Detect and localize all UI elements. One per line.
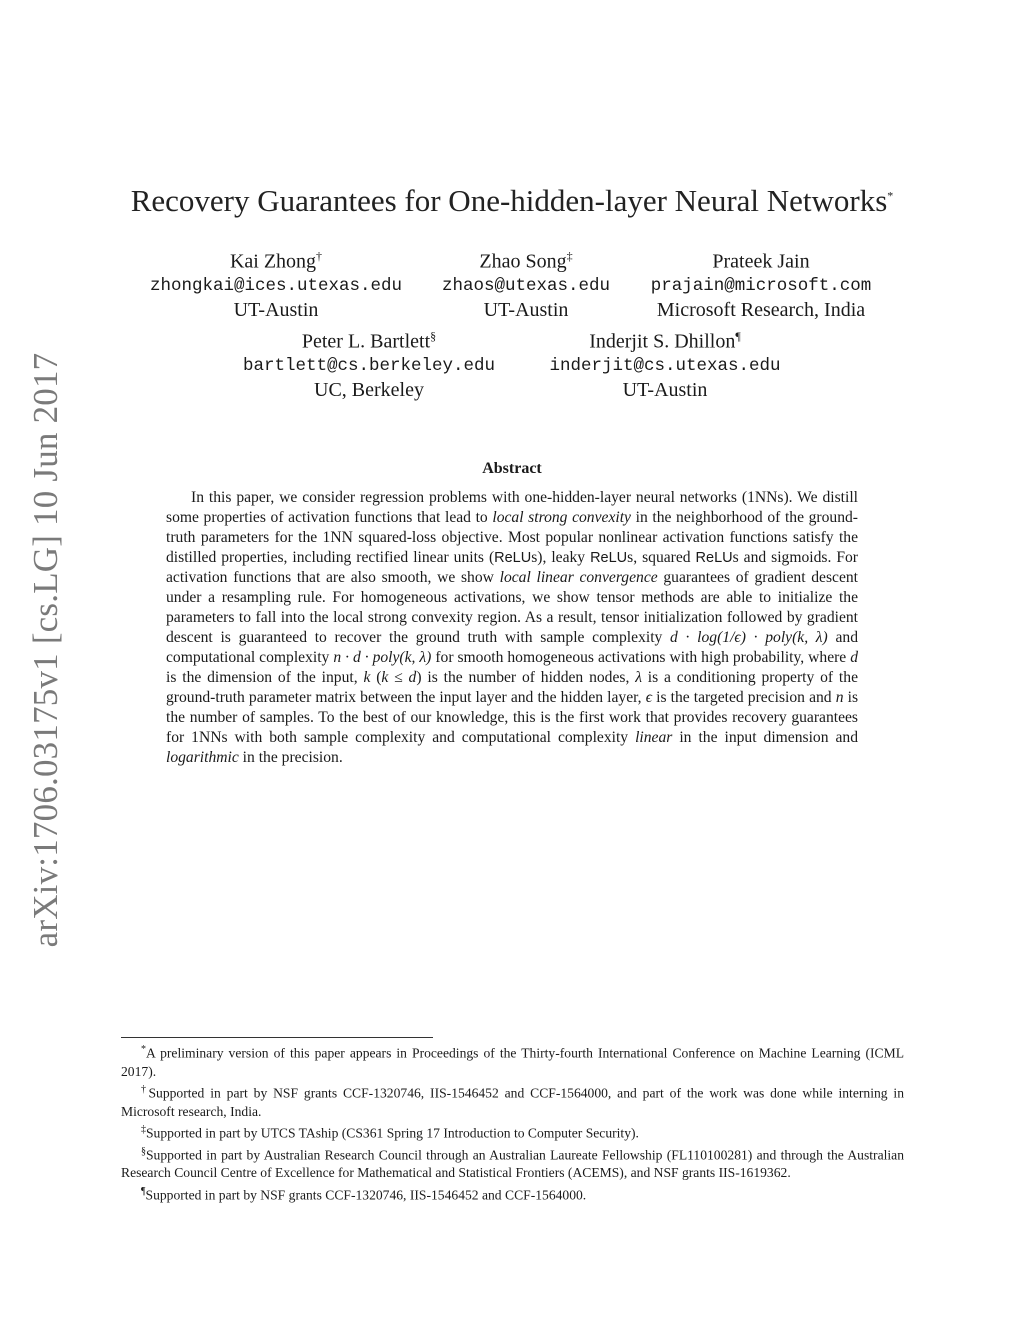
emphasis: linear	[635, 729, 673, 746]
math-variable: d	[850, 649, 858, 666]
footnote: ‡Supported in part by UTCS TAship (CS361 Spring 17 Introduction to Computer Security).	[141, 1123, 639, 1141]
author-affiliation: UT-Austin	[233, 298, 319, 321]
title-text: Recovery Guarantees for One-hidden-layer Neural Networks	[130, 183, 888, 218]
footnote: †Supported in part by NSF grants CCF-1320746, IIS-1546452 and CCF-1564000, and part of the work was done while interning in Microsoft research, India.	[121, 1083, 905, 1119]
math-variable: k	[363, 669, 371, 686]
author-email[interactable]: zhongkai@ices.utexas.edu	[149, 275, 403, 296]
author-block	[150, 244, 402, 322]
author-email[interactable]: prajain@microsoft.com	[650, 275, 872, 296]
math-variable: ϵ	[645, 689, 652, 706]
author-name: Peter L. Bartlett§	[301, 329, 437, 353]
footnote-rule	[121, 1037, 433, 1038]
math-variable: λ	[635, 669, 642, 686]
author-name: Prateek Jain	[712, 250, 810, 273]
math-expression: d · log(1/ϵ) · poly(k, λ)	[670, 629, 828, 646]
author-affiliation: Microsoft Research, India	[656, 298, 866, 321]
author-name: Zhao Song‡	[479, 249, 573, 273]
relu-term: ReLU	[695, 550, 733, 566]
emphasis: logarithmic	[166, 749, 239, 766]
footnote: §Supported in part by Australian Research Council through an Australian Laureate Fellowship (FL110100281) and through the Australian Research Council Centre of Excellence for Mathematical and Statistical Frontiers (ACEMS), and NSF grants IIS-1619362.	[121, 1145, 904, 1181]
math-expression: k ≤ d	[381, 669, 417, 686]
footnotes	[121, 1041, 904, 1204]
author-name: Inderjit S. Dhillon¶	[589, 329, 741, 353]
abstract-body: In this paper, we consider regression problems with one-hidden-layer neural networks (1NNs). We distill some properties of activation functions that lead to local strong convexity in the neighborhood of the ground-truth parameters for the 1NN squared-loss objective. Most popular nonlinear activation functions satisfy the distilled properties, including rectified linear units (ReLUs), leaky ReLUs, squared ReLUs and sigmoids. For activation functions that are also smooth, we show local linear convergence guarantees of gradient descent under a resampling rule. For homogeneous activations, we show tensor methods are able to initialize the parameters to fall into the local strong convexity region. As a result, tensor initialization followed by gradient descent is guaranteed to recover the ground truth with sample complexity d · log(1/ϵ) · poly(k, λ) and computational complexity n · d · poly(k, λ) for smooth homogeneous activations with high probability, where d is the dimension of the input, k (k ≤ d) is the number of hidden nodes, λ is a conditioning property of the ground-truth parameter matrix between the input layer and the hidden layer, ϵ is the targeted precision and n is the number of samples. To the best of our knowledge, this is the first work that provides recovery guarantees for 1NNs with both sample complexity and computational complexity linear in the input dimension and logarithmic in the precision.	[166, 489, 859, 766]
relu-term: ReLU	[590, 550, 628, 566]
author-email[interactable]: bartlett@cs.berkeley.edu	[242, 355, 496, 376]
title-footnote-mark: *	[887, 188, 894, 203]
author-block	[651, 244, 872, 322]
author-email[interactable]: inderjit@cs.utexas.edu	[549, 355, 781, 376]
author-block	[243, 324, 495, 402]
paper-title	[0, 183, 1024, 219]
emphasis: local strong convexity	[492, 509, 631, 526]
footnote: *A preliminary version of this paper appears in Proceedings of the Thirty-fourth International Conference on Machine Learning (ICML 2017).	[121, 1044, 904, 1079]
math-variable: n	[835, 689, 844, 706]
footnote: ¶Supported in part by NSF grants CCF-1320746, IIS-1546452 and CCF-1564000.	[141, 1185, 587, 1203]
author-block	[549, 324, 780, 402]
author-name: Kai Zhong†	[229, 249, 323, 273]
relu-term: ReLU	[494, 550, 532, 566]
arxiv-identifier: arXiv:1706.03175v1 [cs.LG] 10 Jun 2017	[26, 352, 65, 948]
author-affiliation: UT-Austin	[483, 298, 569, 321]
math-expression: n · d · poly(k, λ)	[333, 649, 432, 666]
author-block	[442, 244, 610, 322]
emphasis: local linear convergence	[499, 569, 658, 586]
author-affiliation: UT-Austin	[622, 378, 708, 401]
author-affiliation: UC, Berkeley	[314, 378, 424, 401]
abstract-heading: Abstract	[482, 460, 542, 477]
author-email[interactable]: zhaos@utexas.edu	[441, 275, 611, 296]
